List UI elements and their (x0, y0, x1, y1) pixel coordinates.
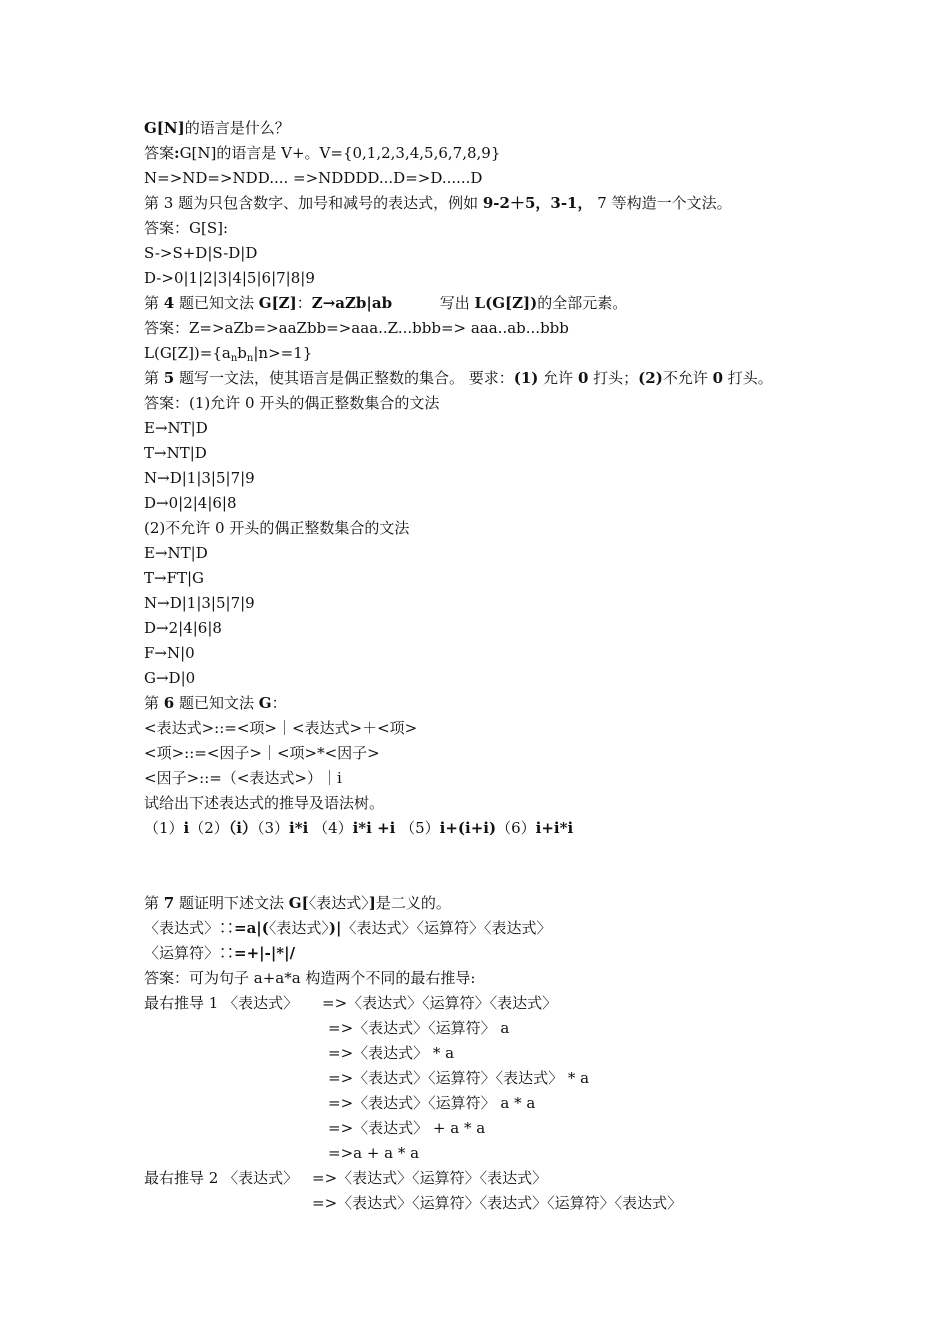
question-title (144, 116, 864, 141)
lang-subscript-1: n (230, 353, 238, 364)
question-4 (144, 291, 864, 316)
q5-number: 5 (163, 369, 175, 387)
derivation-1-step: =>〈表达式〉〈运算符〉 a (328, 1019, 510, 1037)
question-6 (144, 691, 864, 716)
q7-symbol: 〈表达式〉 (308, 894, 369, 912)
derivation-label: 最右推导 2 〈表达式〉 (144, 1169, 299, 1187)
derivation-1-step: =>〈表达式〉〈运算符〉〈表达式〉 * a (328, 1069, 590, 1087)
rule-lhs: 〈表达式〉∷ (144, 919, 235, 937)
question-text: 的语言是什么？ (184, 119, 290, 137)
q6-rule-3: <因子>::=（<表达式>）｜i (144, 769, 342, 787)
expr-number: （3） (257, 819, 290, 837)
expr-number: （6） (496, 819, 536, 837)
document-body (144, 116, 864, 1216)
derivation-label: 最右推导 1 〈表达式〉 (144, 994, 299, 1012)
q7-prefix: 第 (144, 894, 164, 912)
q5-zero-2: 0 (712, 369, 724, 387)
q5-rule-7: N→D|1|3|5|7|9 (144, 594, 255, 612)
q5-rule-2: T→NT|D (144, 444, 207, 462)
q6-expression-list (144, 816, 864, 841)
q4-language-set (144, 341, 864, 366)
answer-line (144, 141, 864, 166)
expr-number: （1） (144, 819, 184, 837)
lang-part-b: b (237, 344, 247, 362)
derivation-1-step: =>〈表达式〉 + a * a (328, 1119, 486, 1137)
q6-rule-2: <项>::=<因子>｜<项>*<因子> (144, 744, 380, 762)
q5-req-1: (1) (513, 369, 539, 387)
q5-rule-3: N→D|1|3|5|7|9 (144, 469, 255, 487)
q5-text-4: 不允许 (662, 369, 713, 387)
q7-text: 题证明下述文法 (174, 894, 289, 912)
q5-rule-5: E→NT|D (144, 544, 208, 562)
q4-text-2: 写出 (392, 294, 475, 312)
q6-colon: ： (271, 694, 287, 712)
q3-answer: 答案：G[S]: (144, 219, 229, 237)
derivation-2-head (144, 1166, 864, 1191)
lang-subscript-2: n (246, 353, 254, 364)
q5-text: 题写一文法，使其语言是偶正整数的集合。 要求： (174, 369, 514, 387)
q6-text: 题已知文法 (174, 694, 259, 712)
answer-text: G[N]的语言是 V+。V={0,1,2,3,4,5,6,7,8,9} (179, 144, 501, 162)
expr-value: i+i*i (535, 819, 574, 837)
q5-rule-8: D→2|4|6|8 (144, 619, 222, 637)
q4-rule: Z→aZb|ab (311, 294, 393, 312)
expr-value: （i） (228, 819, 257, 837)
rule-part: )| (328, 919, 342, 937)
q5-answer: 答案：(1)允许 0 开头的偶正整数集合的文法 (144, 394, 440, 412)
q7-rule-2 (144, 941, 864, 966)
derivation-line: N=>ND=>NDD.... =>NDDDD...D=>D......D (144, 169, 483, 187)
expr-number: （4） (308, 819, 353, 837)
q5-req-2: (2) (638, 369, 663, 387)
q6-instruction: 试给出下述表达式的推导及语法树。 (144, 794, 385, 812)
q4-answer: 答案：Z=>aZb=>aaZbb=>aaa..Z...bbb=> aaa..ab...bbb (144, 319, 569, 337)
derivation-1-step: =>a + a * a (328, 1144, 420, 1162)
question-5 (144, 366, 864, 391)
derivation-step: =>〈表达式〉〈运算符〉〈表达式〉 (322, 994, 558, 1012)
q6-prefix: 第 (144, 694, 164, 712)
q5-rule-10: G→D|0 (144, 669, 196, 687)
q7-bracket: ] (368, 894, 376, 912)
q5-text-3: 打头； (588, 369, 639, 387)
derivation-step: =>〈表达式〉〈运算符〉〈表达式〉 (312, 1169, 548, 1187)
rule-part: =+|-|*|/ (234, 944, 296, 962)
q3-rule-1: S->S+D|S-D|D (144, 244, 258, 262)
rule-part: 〈表达式〉 (268, 919, 329, 937)
q5-part-2: (2)不允许 0 开头的偶正整数集合的文法 (144, 519, 410, 537)
q5-rule-4: D→0|2|4|6|8 (144, 494, 237, 512)
answer-label: 答案 (144, 144, 175, 162)
expr-number: （5） (395, 819, 440, 837)
q7-grammar: G[ (288, 894, 309, 912)
q7-answer: 答案：可为句子 a+a*a 构造两个不同的最右推导: (144, 969, 476, 987)
grammar-name: G[N] (144, 119, 185, 137)
q3-text: 第 3 题为只包含数字、加号和减号的表达式，例如 (144, 194, 483, 212)
q5-text-end: 打头。 (723, 369, 773, 387)
expr-value: i*i +i (352, 819, 396, 837)
q3-text-end: 7 等构造一个文法。 (592, 194, 732, 212)
question-7 (144, 891, 864, 916)
question-3 (144, 191, 864, 216)
answer-colon: : (174, 144, 180, 162)
rule-part: 〈表达式〉〈运算符〉〈表达式〉 (341, 919, 552, 937)
expr-value: i (183, 819, 190, 837)
lang-part-a: L(G[Z])={a (144, 344, 231, 362)
q5-rule-6: T→FT|G (144, 569, 205, 587)
q4-grammar: G[Z] (258, 294, 297, 312)
expr-number: （2） (189, 819, 229, 837)
q3-rule-2: D->0|1|2|3|4|5|6|7|8|9 (144, 269, 315, 287)
q3-example: 9-2＋5，3-1， (482, 194, 593, 212)
q7-rule-1 (144, 916, 864, 941)
q6-rule-1: <表达式>::=<项>｜<表达式>＋<项> (144, 719, 418, 737)
lang-part-c: |n>=1} (253, 344, 313, 362)
q5-rule-1: E→NT|D (144, 419, 208, 437)
q4-text-end: 的全部元素。 (537, 294, 628, 312)
blank-space (144, 841, 864, 891)
derivation-1-head (144, 991, 864, 1016)
expr-value: i*i (289, 819, 309, 837)
q5-text-2: 允许 (538, 369, 578, 387)
q7-text-end: 是二义的。 (375, 894, 451, 912)
q5-zero-1: 0 (577, 369, 589, 387)
q4-number: 4 (163, 294, 175, 312)
q5-rule-9: F→N|0 (144, 644, 195, 662)
derivation-2-step: =>〈表达式〉〈运算符〉〈表达式〉〈运算符〉〈表达式〉 (312, 1194, 683, 1212)
q4-language: L(G[Z]) (474, 294, 538, 312)
q6-grammar: G (258, 694, 272, 712)
rule-part: =a|( (234, 919, 269, 937)
q4-prefix: 第 (144, 294, 164, 312)
q4-text: 题已知文法 (174, 294, 259, 312)
expr-value: i+(i+i) (439, 819, 497, 837)
q7-number: 7 (163, 894, 175, 912)
q6-number: 6 (163, 694, 175, 712)
derivation-1-step: =>〈表达式〉〈运算符〉 a * a (328, 1094, 536, 1112)
derivation-1-step: =>〈表达式〉 * a (328, 1044, 455, 1062)
q4-colon: ： (296, 294, 312, 312)
rule-lhs: 〈运算符〉∷ (144, 944, 235, 962)
q5-prefix: 第 (144, 369, 164, 387)
